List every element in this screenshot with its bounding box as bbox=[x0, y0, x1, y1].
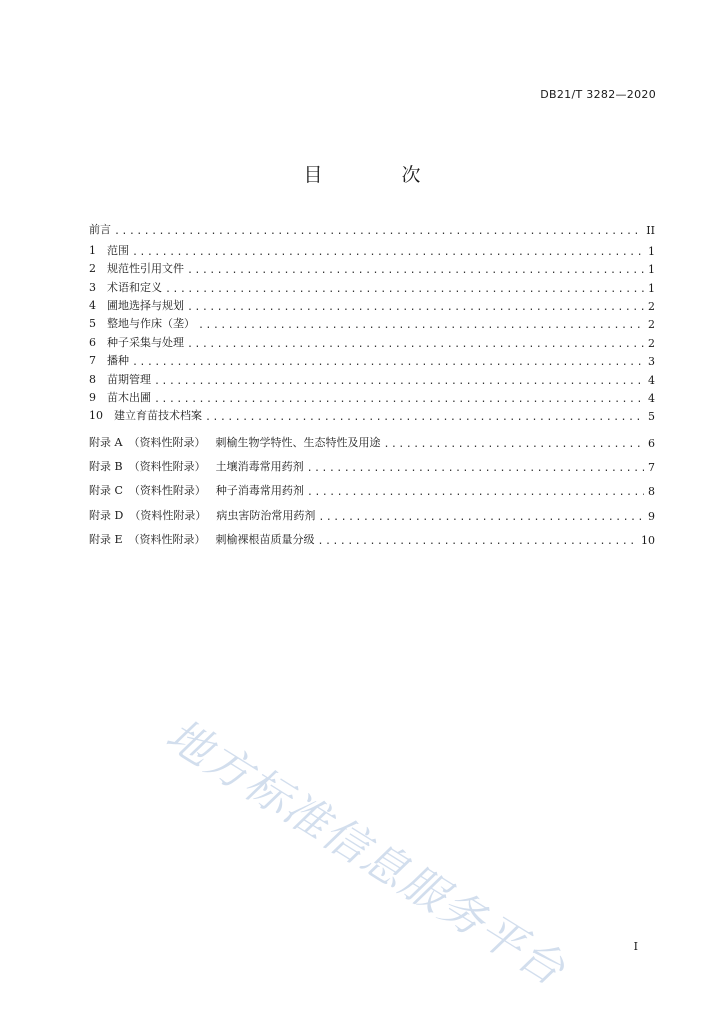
toc-entry-label: 5 整地与作床（垄） bbox=[89, 317, 195, 331]
toc-entry-seedling-management[interactable] bbox=[89, 368, 655, 386]
toc-entry-page: 2 bbox=[648, 336, 655, 350]
dot-leader bbox=[154, 394, 644, 405]
dot-leader bbox=[187, 302, 644, 313]
annex-category: （资料性附录） bbox=[128, 435, 206, 449]
toc-entry-page: 4 bbox=[648, 373, 655, 387]
toc-entry-label: 10 建立育苗技术档案 bbox=[89, 409, 202, 423]
toc-entry-label: 9 苗木出圃 bbox=[89, 390, 151, 404]
toc-entry-sowing[interactable] bbox=[89, 350, 655, 368]
toc-entry-page: 4 bbox=[648, 391, 655, 405]
toc-entry-foreword[interactable] bbox=[89, 219, 655, 237]
toc-entry-seedling-lifting[interactable] bbox=[89, 387, 655, 405]
dot-leader bbox=[132, 247, 644, 258]
toc-entry-label: 2 规范性引用文件 bbox=[89, 262, 184, 276]
toc-entry-terms[interactable] bbox=[89, 276, 655, 294]
page-title: 目 次 bbox=[303, 164, 451, 186]
annex-title: 刺榆生物学特性、生态特性及用途 bbox=[215, 435, 381, 449]
annex-name: 附录 C bbox=[89, 484, 123, 498]
annex-name: 附录 E bbox=[89, 533, 123, 547]
dot-leader bbox=[318, 512, 644, 523]
toc-entry-seed-collection[interactable] bbox=[89, 331, 655, 349]
toc-entry-archives[interactable] bbox=[89, 405, 655, 423]
annex-category: （资料性附录） bbox=[129, 508, 207, 522]
toc-entry-page: 10 bbox=[641, 534, 655, 548]
dot-leader bbox=[318, 536, 638, 547]
toc-entry-label: 8 苗期管理 bbox=[89, 372, 151, 386]
toc-entry-label bbox=[89, 507, 315, 523]
annex-category: （资料性附录） bbox=[128, 533, 206, 547]
toc-entry-label: 3 术语和定义 bbox=[89, 280, 162, 294]
annex-name: 附录 D bbox=[89, 508, 124, 522]
toc-entry-page: II bbox=[646, 224, 655, 238]
toc-entry-page: 8 bbox=[648, 485, 655, 499]
dot-leader bbox=[205, 412, 644, 423]
toc-entry-page: 5 bbox=[648, 410, 655, 424]
toc-entry-page: 1 bbox=[648, 244, 655, 258]
dot-leader bbox=[154, 376, 644, 387]
toc-entry-label: 1 范围 bbox=[89, 243, 129, 257]
toc-entry-annex-c[interactable] bbox=[89, 474, 655, 498]
annex-category: （资料性附录） bbox=[128, 484, 206, 498]
toc-entry-label bbox=[89, 458, 304, 474]
annex-category: （资料性附录） bbox=[128, 460, 206, 474]
dot-leader bbox=[114, 226, 643, 237]
toc-entry-annex-e[interactable] bbox=[89, 523, 655, 547]
dot-leader bbox=[198, 320, 644, 331]
toc-entry-page: 2 bbox=[648, 318, 655, 332]
dot-leader bbox=[187, 339, 644, 350]
annex-name: 附录 A bbox=[89, 435, 123, 449]
watermark: 地方标准信息服务平台 bbox=[157, 709, 575, 997]
toc-entry-label bbox=[89, 531, 315, 547]
toc-entry-label: 4 圃地选择与规划 bbox=[89, 298, 184, 312]
annex-name: 附录 B bbox=[89, 460, 123, 474]
toc-entry-nursery-selection[interactable] bbox=[89, 295, 655, 313]
dot-leader bbox=[307, 463, 644, 474]
toc-entry-label: 6 种子采集与处理 bbox=[89, 335, 184, 349]
toc-entry-page: 1 bbox=[648, 263, 655, 277]
toc-entry-annex-d[interactable] bbox=[89, 498, 655, 522]
toc-entry-page: 9 bbox=[648, 509, 655, 523]
standard-code: DB21/T 3282—2020 bbox=[540, 88, 656, 101]
dot-leader bbox=[187, 265, 644, 276]
toc-entry-scope[interactable] bbox=[89, 239, 655, 257]
annex-title: 刺榆裸根苗质量分级 bbox=[215, 533, 315, 547]
toc-entry-page: 1 bbox=[648, 281, 655, 295]
page-number: I bbox=[633, 940, 638, 953]
dot-leader bbox=[165, 284, 644, 295]
toc-entry-label: 7 播种 bbox=[89, 354, 129, 368]
toc-entry-label: 前言 bbox=[89, 223, 111, 237]
toc-entry-land-preparation[interactable] bbox=[89, 313, 655, 331]
toc-entry-annex-a[interactable] bbox=[89, 425, 655, 449]
annex-title: 种子消毒常用药剂 bbox=[215, 484, 304, 498]
dot-leader bbox=[383, 439, 644, 450]
toc-entry-label bbox=[89, 482, 304, 498]
toc-entry-page: 7 bbox=[648, 461, 655, 475]
dot-leader bbox=[132, 357, 644, 368]
dot-leader bbox=[307, 487, 644, 498]
toc-entry-label bbox=[89, 434, 380, 450]
annex-title: 土壤消毒常用药剂 bbox=[215, 460, 304, 474]
table-of-contents bbox=[89, 219, 655, 547]
toc-entry-page: 2 bbox=[648, 299, 655, 313]
toc-entry-annex-b[interactable] bbox=[89, 450, 655, 474]
toc-entry-page: 3 bbox=[648, 355, 655, 369]
toc-entry-page: 6 bbox=[648, 436, 655, 450]
annex-title: 病虫害防治常用药剂 bbox=[216, 508, 316, 522]
toc-entry-normative-references[interactable] bbox=[89, 258, 655, 276]
